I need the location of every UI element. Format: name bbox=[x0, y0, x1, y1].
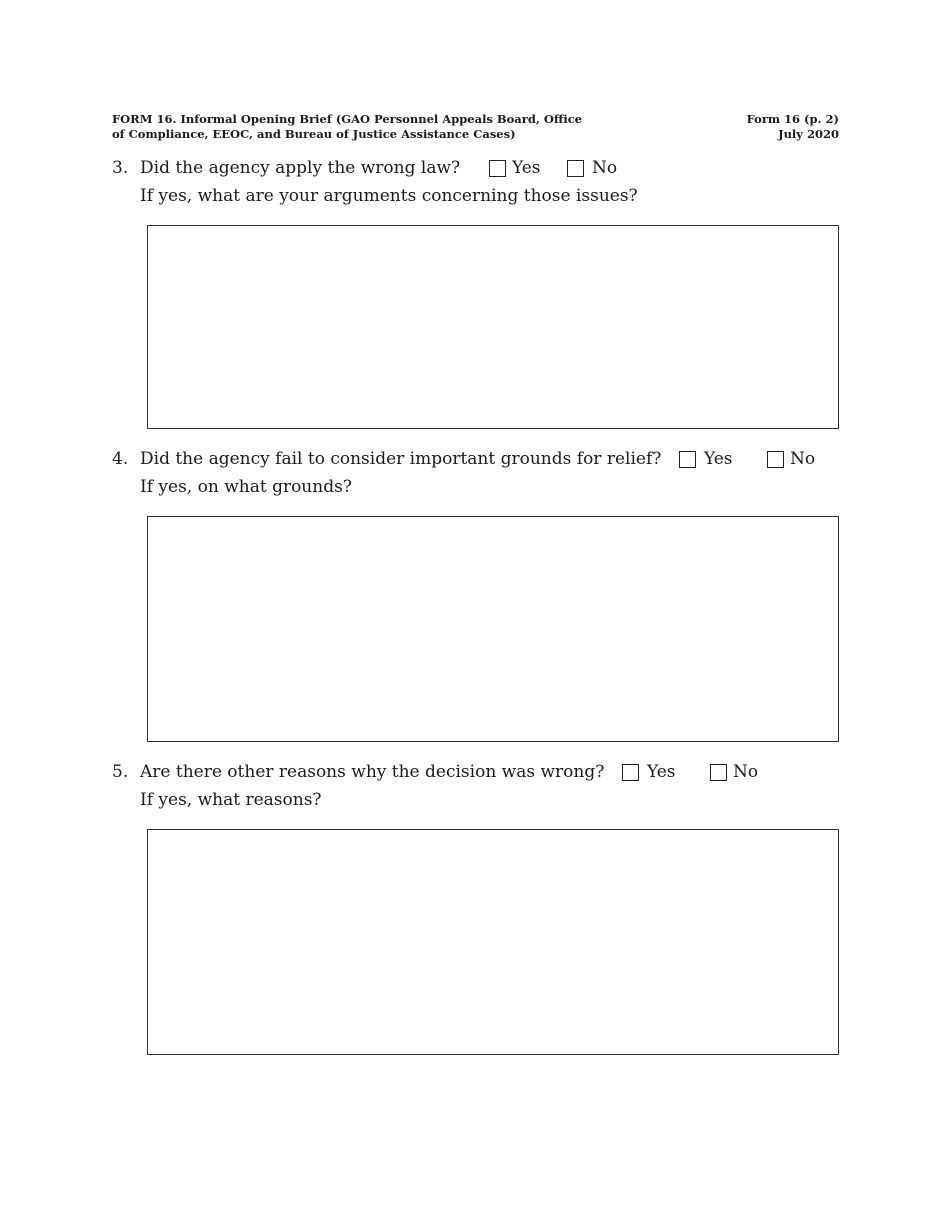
question-5-answer-box[interactable] bbox=[147, 829, 839, 1055]
question-4-yes-checkbox[interactable] bbox=[679, 451, 696, 468]
question-5-text: Are there other reasons why the decision was wrong? bbox=[140, 762, 605, 782]
question-3-no-checkbox[interactable] bbox=[567, 160, 584, 177]
question-3-yes-label: Yes bbox=[512, 158, 541, 178]
question-5-no-checkbox[interactable] bbox=[710, 764, 727, 781]
question-3-no-label: No bbox=[592, 158, 618, 178]
question-5-yes-label: Yes bbox=[647, 762, 676, 782]
question-4-no-checkbox[interactable] bbox=[767, 451, 784, 468]
question-4-number: 4. bbox=[112, 449, 129, 469]
form-title bbox=[112, 112, 672, 142]
question-5-no-label: No bbox=[733, 762, 759, 782]
question-5-number: 5. bbox=[112, 762, 129, 782]
form-title-line-2: of Compliance, EEOC, and Bureau of Justice Assistance Cases) bbox=[112, 127, 516, 141]
question-3-number: 3. bbox=[112, 158, 129, 178]
form-page-info bbox=[747, 112, 839, 142]
question-4-no-label: No bbox=[790, 449, 816, 469]
question-3 bbox=[112, 154, 839, 210]
form-date: July 2020 bbox=[778, 127, 839, 141]
question-5-yes-checkbox[interactable] bbox=[622, 764, 639, 781]
question-4 bbox=[112, 445, 839, 501]
question-3-followup: If yes, what are your arguments concerning those issues? bbox=[140, 186, 638, 206]
question-4-answer-box[interactable] bbox=[147, 516, 839, 742]
question-5-followup: If yes, what reasons? bbox=[140, 790, 322, 810]
form-page-number: Form 16 (p. 2) bbox=[746, 112, 839, 126]
question-4-yes-label: Yes bbox=[704, 449, 733, 469]
question-4-followup: If yes, on what grounds? bbox=[140, 477, 352, 497]
question-3-text: Did the agency apply the wrong law? bbox=[140, 158, 461, 178]
question-4-text: Did the agency fail to consider important grounds for relief? bbox=[140, 449, 662, 469]
question-5 bbox=[112, 758, 839, 814]
form-title-line-1: FORM 16. Informal Opening Brief (GAO Personnel Appeals Board, Office bbox=[112, 112, 583, 126]
question-3-yes-checkbox[interactable] bbox=[489, 160, 506, 177]
question-3-answer-box[interactable] bbox=[147, 225, 839, 429]
